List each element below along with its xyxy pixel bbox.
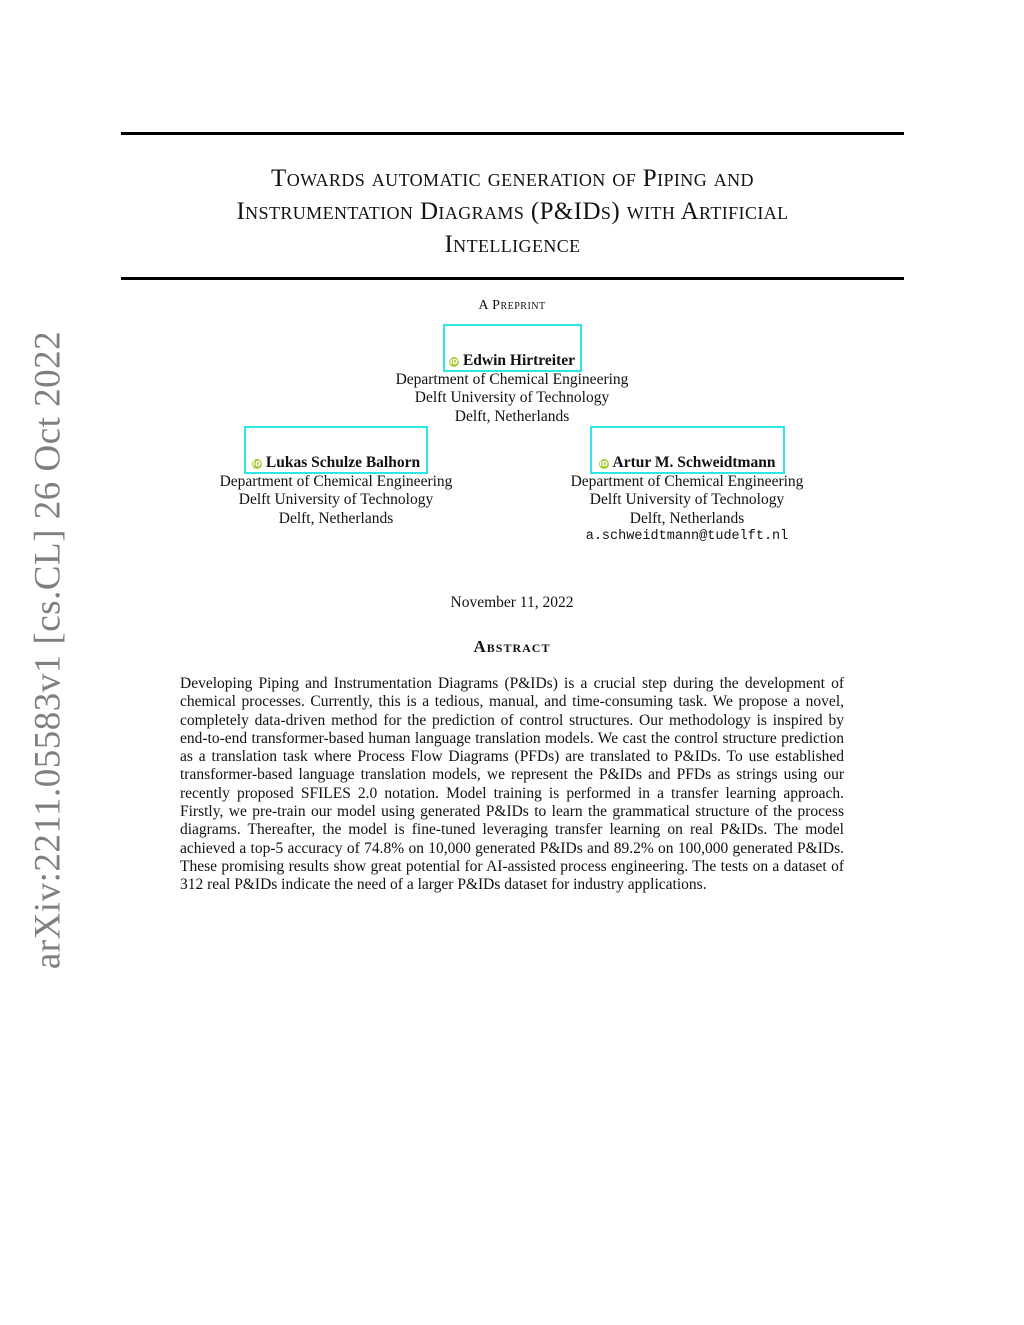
title-line-1: Towards automatic generation of Piping and xyxy=(271,165,754,192)
author-name-text: Lukas Schulze Balhorn xyxy=(265,454,421,471)
author-location: Delft, Netherlands xyxy=(454,407,570,425)
author-department: Department of Chemical Engineering xyxy=(570,472,804,490)
arxiv-identifier-stamp: arXiv:2211.05583v1 [cs.CL] 26 Oct 2022 xyxy=(27,330,69,970)
author-university: Delft University of Technology xyxy=(589,491,785,508)
title-line-2: Instrumentation Diagrams (P&IDs) with Artificial xyxy=(236,198,789,225)
orcid-icon[interactable]: iD xyxy=(449,358,459,366)
orcid-icon[interactable]: iD xyxy=(599,460,608,468)
author-university: Delft University of Technology xyxy=(414,389,610,406)
author-department: Department of Chemical Engineering xyxy=(219,472,453,490)
author-name-text: Edwin Hirtreiter xyxy=(462,352,576,369)
author-location: Delft, Netherlands xyxy=(278,509,394,527)
author-name[interactable] xyxy=(599,454,776,473)
author-university: Delft University of Technology xyxy=(238,491,434,508)
author-location: Delft, Netherlands xyxy=(629,509,745,527)
author-name[interactable] xyxy=(252,454,420,473)
author-block-schweidtmann xyxy=(517,454,857,547)
title-line-3: Intelligence xyxy=(444,231,581,258)
author-name[interactable] xyxy=(449,352,575,371)
author-block-balhorn xyxy=(166,454,506,528)
orcid-icon[interactable]: iD xyxy=(252,460,262,468)
author-department: Department of Chemical Engineering xyxy=(395,370,629,388)
author-email-link[interactable]: a.schweidtmann@tudelft.nl xyxy=(585,529,789,544)
author-name-text: Artur M. Schweidtmann xyxy=(612,454,776,471)
title-top-rule xyxy=(121,132,904,135)
paper-title xyxy=(121,162,904,261)
abstract-heading: Abstract xyxy=(473,637,551,656)
author-block-hirtreiter xyxy=(312,352,712,426)
title-bottom-rule xyxy=(121,277,904,280)
preprint-label: A Preprint xyxy=(478,298,546,313)
abstract-text: Developing Piping and Instrumentation Diagrams (P&IDs) is a crucial step during the development of chemical processes. Currently, this is a tedious, manual, and time-consuming task. We propose a novel, completely data-driven method for the prediction of control structures. Our methodology is inspired by end-to-end transformer-based human language translation models. We cast the control structure prediction as a translation task where Process Flow Diagrams (PFDs) are translated to P&IDs. To use established transformer-based language translation models, we represent the P&IDs and PFDs as strings using our recently proposed SFILES 2.0 notation. Model training is performed in a transfer learning approach. Firstly, we pre-train our model using generated P&IDs to learn the grammatical structure of the process diagrams. Thereafter, the model is fine-tuned leveraging transfer learning on real P&IDs. The model achieved a top-5 accuracy of 74.8% on 10,000 generated P&IDs and 89.2% on 100,000 generated P&IDs. These promising results show great potential for AI-assisted process engineering. The tests on a dataset of 312 real P&IDs indicate the need of a larger P&IDs dataset for industry applications. xyxy=(180,675,844,894)
publication-date: November 11, 2022 xyxy=(450,594,574,611)
